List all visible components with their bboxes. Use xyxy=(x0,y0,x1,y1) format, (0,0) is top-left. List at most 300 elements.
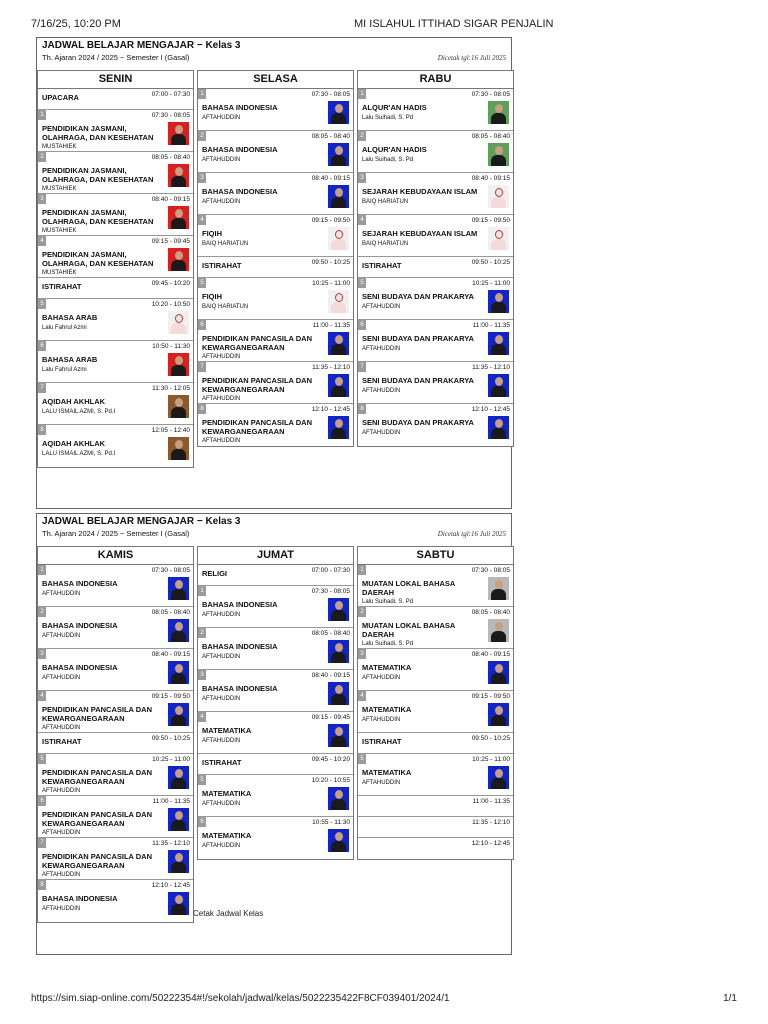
sheet-title: JADWAL BELAJAR MENGAJAR − Kelas 3 xyxy=(42,40,241,51)
period-number: 1 xyxy=(198,89,206,99)
teacher-name: Lalu Suihadi, S. Pd xyxy=(362,599,414,605)
photo-body xyxy=(171,323,186,334)
teacher-photo xyxy=(168,206,189,229)
subject-name: ISTIRAHAT xyxy=(42,282,82,291)
schedule-slot xyxy=(198,215,353,257)
sheet-subtitle: Th. Ajaran 2024 / 2025 − Semester I (Gasal) xyxy=(42,53,190,62)
slot-time: 09:50 - 10:25 xyxy=(471,259,510,266)
schedule-slot xyxy=(198,173,353,215)
photo-head xyxy=(495,706,503,715)
slot-time: 07:30 - 08:05 xyxy=(151,567,190,574)
schedule-slot xyxy=(198,89,353,131)
subject-block xyxy=(362,262,480,271)
day-header: JUMAT xyxy=(198,547,353,565)
slot-time: 10:55 - 11:30 xyxy=(312,819,350,826)
slot-time: 09:15 - 09:50 xyxy=(471,693,510,700)
subject-name: PENDIDIKAN JASMANI, OLAHRAGA, DAN KESEHATAN xyxy=(42,124,154,142)
subject-name: SEJARAH KEBUDAYAAN ISLAM xyxy=(362,187,478,196)
teacher-name: AFTAHUDDIN xyxy=(202,198,241,205)
teacher-photo xyxy=(168,661,189,684)
schedule-slot xyxy=(38,796,193,838)
subject-block xyxy=(362,335,480,353)
subject-block xyxy=(362,622,480,649)
photo-body xyxy=(491,778,506,789)
period-number: 3 xyxy=(358,649,366,659)
slot-time: 08:05 - 08:40 xyxy=(311,630,350,637)
photo-body xyxy=(491,715,506,726)
photo-head xyxy=(175,664,183,673)
slot-time: 09:45 - 10:20 xyxy=(311,756,350,763)
schedule-slot xyxy=(358,607,513,649)
teacher-name: AFTAHUDDIN xyxy=(362,716,401,723)
print-schedule-link[interactable]: Cetak Jadwal Kelas xyxy=(193,909,264,918)
print-footer xyxy=(0,993,768,1007)
teacher-name: AFTAHUDDIN xyxy=(202,737,241,744)
slot-time: 11:35 - 12:10 xyxy=(152,840,190,847)
teacher-name: BAIQ HARIATUN xyxy=(202,303,249,310)
slot-time: 08:05 - 08:40 xyxy=(151,609,190,616)
subject-block xyxy=(202,104,320,122)
schedule-slot xyxy=(358,796,513,817)
photo-head xyxy=(175,622,183,631)
photo-head xyxy=(495,230,503,239)
subject-block xyxy=(42,622,160,640)
subject-block xyxy=(202,230,320,248)
photo-body xyxy=(331,428,346,439)
subject-name: SENI BUDAYA DAN PRAKARYA xyxy=(362,292,474,301)
day-header: RABU xyxy=(358,71,513,89)
slot-time: 07:00 - 07:30 xyxy=(151,91,190,98)
photo-body xyxy=(491,113,506,124)
schedule-slot xyxy=(358,733,513,754)
schedule-slot xyxy=(358,754,513,796)
day-header: SELASA xyxy=(198,71,353,89)
photo-body xyxy=(331,694,346,705)
photo-head xyxy=(175,853,183,862)
subject-block xyxy=(42,209,160,236)
photo-body xyxy=(491,673,506,684)
period-number: 8 xyxy=(38,880,46,890)
photo-body xyxy=(491,589,506,600)
photo-body xyxy=(491,155,506,166)
teacher-photo xyxy=(328,101,349,124)
teacher-name: AFTAHUDDIN xyxy=(42,905,81,912)
subject-block xyxy=(42,580,160,598)
teacher-photo xyxy=(488,290,509,313)
day-column-senin xyxy=(37,70,194,468)
schedule-slot xyxy=(358,691,513,733)
schedule-slot xyxy=(198,586,353,628)
subject-name: ISTIRAHAT xyxy=(202,261,242,270)
subject-name: BAHASA INDONESIA xyxy=(202,642,278,651)
photo-body xyxy=(331,302,346,313)
photo-body xyxy=(171,407,186,418)
period-number: 3 xyxy=(198,173,206,183)
subject-name: MATEMATIKA xyxy=(202,789,252,798)
photo-body xyxy=(171,715,186,726)
teacher-name: AFTAHUDDIN xyxy=(202,695,241,702)
teacher-photo xyxy=(328,829,349,852)
slot-time: 08:05 - 08:40 xyxy=(471,133,510,140)
subject-name: ALQUR'AN HADIS xyxy=(362,103,427,112)
sheet-title: JADWAL BELAJAR MENGAJAR − Kelas 3 xyxy=(42,516,241,527)
day-header: SABTU xyxy=(358,547,513,565)
subject-name: PENDIDIKAN PANCASILA DAN KEWARGANEGARAAN xyxy=(42,768,153,786)
subject-name: MATEMATIKA xyxy=(362,663,412,672)
subject-block xyxy=(202,335,320,362)
slot-time: 09:45 - 10:20 xyxy=(151,280,190,287)
subject-block xyxy=(202,790,320,808)
print-school-name: MI ISLAHUL ITTIHAD SIGAR PENJALIN xyxy=(354,18,554,30)
slot-time: 10:25 - 11:00 xyxy=(152,756,190,763)
period-number: 4 xyxy=(38,691,46,701)
slot-time: 07:30 - 08:05 xyxy=(471,567,510,574)
schedule-slot xyxy=(38,89,193,110)
schedule-slot xyxy=(198,565,353,586)
slot-time: 11:00 - 11:35 xyxy=(472,322,510,329)
slot-time: 11:00 - 11:35 xyxy=(152,798,190,805)
teacher-name: AFTAHUDDIN xyxy=(202,114,241,121)
teacher-name: AFTAHUDDIN xyxy=(202,156,241,163)
teacher-photo xyxy=(328,185,349,208)
subject-name: BAHASA ARAB xyxy=(42,313,98,322)
teacher-name: AFTAHUDDIN xyxy=(42,788,81,794)
schedule-slot xyxy=(358,131,513,173)
schedule-slot xyxy=(38,341,193,383)
schedule-slot xyxy=(358,362,513,404)
schedule-sheet-1 xyxy=(36,37,512,509)
photo-head xyxy=(495,335,503,344)
photo-head xyxy=(175,398,183,407)
schedule-slot xyxy=(38,649,193,691)
subject-block xyxy=(42,125,160,152)
slot-time: 11:35 - 12:10 xyxy=(312,364,350,371)
period-number: 2 xyxy=(358,131,366,141)
photo-head xyxy=(335,601,343,610)
slot-time: 07:30 - 08:05 xyxy=(471,91,510,98)
subject-name: SENI BUDAYA DAN PRAKARYA xyxy=(362,334,474,343)
slot-time: 09:50 - 10:25 xyxy=(151,735,190,742)
teacher-photo xyxy=(168,164,189,187)
photo-body xyxy=(171,365,186,376)
schedule-sheet-2 xyxy=(36,513,512,955)
teacher-name: AFTAHUDDIN xyxy=(42,590,81,597)
period-number: 1 xyxy=(198,586,206,596)
teacher-name: AFTAHUDDIN xyxy=(202,438,241,444)
schedule-slot xyxy=(38,299,193,341)
period-number: 5 xyxy=(198,775,206,785)
subject-block xyxy=(42,94,160,103)
photo-head xyxy=(495,377,503,386)
teacher-name: LALU ISMAIL AZMI, S. Pd.I xyxy=(42,450,116,457)
photo-body xyxy=(491,386,506,397)
photo-body xyxy=(331,344,346,355)
teacher-photo xyxy=(328,640,349,663)
teacher-name: Lalu Suihadi, S. Pd xyxy=(362,156,414,163)
teacher-name: BAIQ HARIATUN xyxy=(362,240,409,247)
photo-body xyxy=(171,673,186,684)
period-number: 2 xyxy=(38,607,46,617)
subject-block xyxy=(362,419,480,437)
subject-block xyxy=(362,104,480,122)
teacher-photo xyxy=(488,766,509,789)
slot-time: 09:15 - 09:50 xyxy=(311,217,350,224)
schedule-slot xyxy=(198,257,353,278)
subject-name: BAHASA ARAB xyxy=(42,355,98,364)
photo-head xyxy=(175,314,183,323)
print-header xyxy=(0,18,768,32)
teacher-photo xyxy=(168,248,189,271)
photo-body xyxy=(491,344,506,355)
slot-time: 09:50 - 10:25 xyxy=(311,259,350,266)
photo-head xyxy=(335,335,343,344)
subject-block xyxy=(42,706,160,733)
period-number: 5 xyxy=(38,754,46,764)
day-column-kamis xyxy=(37,546,194,923)
slot-time: 11:00 - 11:35 xyxy=(312,322,350,329)
schedule-slot xyxy=(38,880,193,922)
subject-block xyxy=(202,188,320,206)
photo-body xyxy=(491,631,506,642)
subject-name: MATEMATIKA xyxy=(202,726,252,735)
teacher-photo xyxy=(168,353,189,376)
subject-name: PENDIDIKAN JASMANI, OLAHRAGA, DAN KESEHATAN xyxy=(42,166,154,184)
subject-name: MATEMATIKA xyxy=(362,705,412,714)
photo-body xyxy=(171,820,186,831)
period-number: 5 xyxy=(38,299,46,309)
period-number: 2 xyxy=(358,607,366,617)
period-number: 4 xyxy=(358,691,366,701)
teacher-name: MUSTAHIEK xyxy=(42,228,77,234)
photo-body xyxy=(491,197,506,208)
teacher-photo xyxy=(168,808,189,831)
slot-time: 07:00 - 07:30 xyxy=(311,567,350,574)
period-number: 6 xyxy=(38,341,46,351)
subject-name: PENDIDIKAN PANCASILA DAN KEWARGANEGARAAN xyxy=(202,376,313,394)
slot-time: 08:40 - 09:15 xyxy=(471,651,510,658)
teacher-name: Lalu Fahrul Azmi xyxy=(42,366,87,373)
schedule-slot xyxy=(198,712,353,754)
subject-block xyxy=(362,293,480,311)
slot-time: 11:00 - 11:35 xyxy=(472,798,510,805)
photo-head xyxy=(175,580,183,589)
photo-head xyxy=(335,685,343,694)
slot-time: 08:05 - 08:40 xyxy=(151,154,190,161)
schedule-slot xyxy=(358,278,513,320)
slot-time: 08:40 - 09:15 xyxy=(151,196,190,203)
teacher-name: MUSTAHIEK xyxy=(42,270,77,276)
subject-block xyxy=(362,580,480,607)
schedule-slot xyxy=(38,565,193,607)
subject-name: BAHASA INDONESIA xyxy=(42,894,118,903)
period-number: 7 xyxy=(198,362,206,372)
photo-body xyxy=(331,386,346,397)
teacher-photo xyxy=(328,332,349,355)
teacher-photo xyxy=(488,661,509,684)
day-column-rabu xyxy=(357,70,514,447)
slot-time: 09:50 - 10:25 xyxy=(471,735,510,742)
subject-name: SENI BUDAYA DAN PRAKARYA xyxy=(362,376,474,385)
period-number: 7 xyxy=(358,362,366,372)
day-header: KAMIS xyxy=(38,547,193,565)
subject-name: PENDIDIKAN PANCASILA DAN KEWARGANEGARAAN xyxy=(42,852,153,870)
teacher-photo xyxy=(328,416,349,439)
photo-head xyxy=(495,769,503,778)
schedule-slot xyxy=(358,173,513,215)
period-number: 6 xyxy=(198,817,206,827)
subject-block xyxy=(42,314,160,332)
photo-body xyxy=(171,589,186,600)
slot-time: 10:25 - 11:00 xyxy=(312,280,350,287)
photo-head xyxy=(335,377,343,386)
teacher-photo xyxy=(168,311,189,334)
subject-block xyxy=(202,727,320,745)
day-column-jumat xyxy=(197,546,354,860)
slot-time: 12:10 - 12:45 xyxy=(151,882,190,889)
slot-time: 12:10 - 12:45 xyxy=(311,406,350,413)
period-number: 7 xyxy=(38,838,46,848)
photo-body xyxy=(331,197,346,208)
slot-time: 07:30 - 08:05 xyxy=(311,588,350,595)
period-number: 1 xyxy=(38,110,46,120)
teacher-photo xyxy=(168,619,189,642)
subject-block xyxy=(42,283,160,292)
teacher-photo xyxy=(488,577,509,600)
photo-body xyxy=(171,904,186,915)
subject-block xyxy=(202,419,320,446)
subject-block xyxy=(42,440,160,458)
period-number: 4 xyxy=(198,712,206,722)
photo-body xyxy=(171,134,186,145)
teacher-name: MUSTAHIEK xyxy=(42,186,77,192)
slot-time: 08:05 - 08:40 xyxy=(311,133,350,140)
subject-block xyxy=(362,738,480,747)
photo-body xyxy=(171,449,186,460)
teacher-photo xyxy=(488,703,509,726)
subject-name: MUATAN LOKAL BAHASA DAERAH xyxy=(362,579,456,597)
schedule-slot xyxy=(38,838,193,880)
subject-block xyxy=(362,769,480,787)
subject-block xyxy=(202,570,320,579)
photo-body xyxy=(331,155,346,166)
slot-time: 07:30 - 08:05 xyxy=(311,91,350,98)
schedule-slot xyxy=(198,278,353,320)
subject-block xyxy=(202,685,320,703)
teacher-photo xyxy=(488,332,509,355)
subject-block xyxy=(202,377,320,404)
photo-head xyxy=(175,251,183,260)
period-number: 5 xyxy=(198,278,206,288)
photo-body xyxy=(331,841,346,852)
period-number: 1 xyxy=(358,565,366,575)
period-number: 7 xyxy=(38,383,46,393)
subject-block xyxy=(202,262,320,271)
teacher-photo xyxy=(168,850,189,873)
teacher-photo xyxy=(328,598,349,621)
photo-head xyxy=(175,125,183,134)
photo-body xyxy=(171,862,186,873)
teacher-photo xyxy=(488,416,509,439)
slot-time: 10:20 - 10:50 xyxy=(151,301,190,308)
period-number: 3 xyxy=(38,649,46,659)
schedule-slot xyxy=(38,236,193,278)
slot-time: 09:15 - 09:45 xyxy=(151,238,190,245)
period-number: 5 xyxy=(358,754,366,764)
subject-name: ISTIRAHAT xyxy=(362,737,402,746)
period-number: 6 xyxy=(358,320,366,330)
subject-name: PENDIDIKAN PANCASILA DAN KEWARGANEGARAAN xyxy=(202,418,313,436)
subject-name: ISTIRAHAT xyxy=(42,737,82,746)
slot-time: 08:05 - 08:40 xyxy=(471,609,510,616)
schedule-slot xyxy=(358,838,513,859)
period-number: 6 xyxy=(198,320,206,330)
period-number: 4 xyxy=(38,236,46,246)
subject-block xyxy=(362,188,480,206)
schedule-slot xyxy=(38,733,193,754)
period-number: 6 xyxy=(38,796,46,806)
schedule-slot xyxy=(38,110,193,152)
schedule-slot xyxy=(358,320,513,362)
subject-block xyxy=(202,832,320,850)
photo-head xyxy=(175,769,183,778)
subject-block xyxy=(202,146,320,164)
teacher-name: MUSTAHIEK xyxy=(42,144,77,150)
photo-body xyxy=(331,799,346,810)
photo-head xyxy=(335,230,343,239)
teacher-name: AFTAHUDDIN xyxy=(362,387,401,394)
photo-head xyxy=(495,104,503,113)
photo-head xyxy=(495,622,503,631)
schedule-slot xyxy=(198,628,353,670)
slot-time: 08:40 - 09:15 xyxy=(471,175,510,182)
period-number: 8 xyxy=(198,404,206,414)
photo-body xyxy=(491,428,506,439)
subject-name: UPACARA xyxy=(42,93,79,102)
slot-time: 07:30 - 08:05 xyxy=(151,112,190,119)
schedule-slot xyxy=(198,320,353,362)
photo-head xyxy=(495,664,503,673)
subject-name: BAHASA INDONESIA xyxy=(202,145,278,154)
photo-body xyxy=(171,778,186,789)
teacher-name: AFTAHUDDIN xyxy=(362,429,401,436)
teacher-photo xyxy=(328,374,349,397)
slot-time: 12:10 - 12:45 xyxy=(471,406,510,413)
subject-name: BAHASA INDONESIA xyxy=(202,684,278,693)
teacher-name: AFTAHUDDIN xyxy=(362,345,401,352)
schedule-slot xyxy=(358,404,513,446)
subject-block xyxy=(362,146,480,164)
period-number: 2 xyxy=(38,152,46,162)
slot-time: 10:25 - 11:00 xyxy=(472,280,510,287)
subject-name: BAHASA INDONESIA xyxy=(202,187,278,196)
photo-head xyxy=(175,209,183,218)
subject-name: PENDIDIKAN JASMANI, OLAHRAGA, DAN KESEHATAN xyxy=(42,250,154,268)
period-number: 3 xyxy=(358,173,366,183)
subject-name: ALQUR'AN HADIS xyxy=(362,145,427,154)
teacher-photo xyxy=(328,143,349,166)
sheet-header xyxy=(37,38,511,64)
photo-head xyxy=(495,419,503,428)
day-column-sabtu xyxy=(357,546,514,860)
teacher-photo xyxy=(328,787,349,810)
teacher-name: Lalu Suihadi, S. Pd xyxy=(362,114,414,121)
schedule-slot xyxy=(38,152,193,194)
period-number: 4 xyxy=(358,215,366,225)
teacher-name: LALU ISMAIL AZMI, S. Pd.I xyxy=(42,408,116,415)
teacher-photo xyxy=(488,227,509,250)
schedule-slot xyxy=(38,383,193,425)
photo-head xyxy=(175,440,183,449)
